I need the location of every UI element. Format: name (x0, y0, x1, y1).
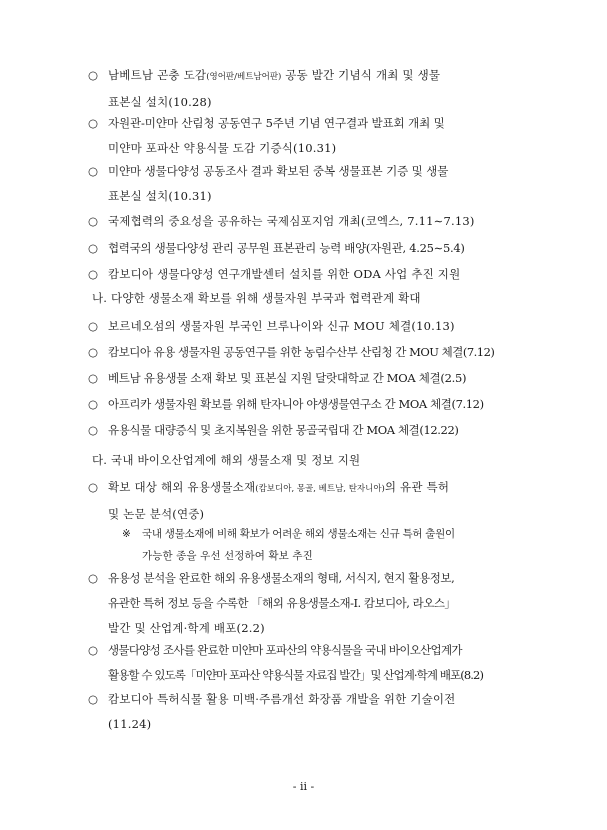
list-item (88, 340, 536, 365)
circle-bullet-icon: ○ (88, 423, 99, 437)
list-item (88, 366, 536, 391)
item-text: 협력국의 생물다양성 관리 공무원 표본관리 능력 배양(자원관, 4.25∼5.4) (108, 241, 465, 255)
item-text: 및 논문 분석(연중) (108, 507, 205, 521)
circle-bullet-icon: ○ (88, 480, 99, 494)
circle-bullet-icon: ○ (88, 571, 99, 585)
section-heading: 나. 다양한 생물소재 확보를 위해 생물자원 부국과 협력관계 확대 (92, 291, 421, 305)
item-text: 유용성 분석을 완료한 해외 유용생물소재의 형태, 서식지, 현지 활용정보, (108, 571, 455, 585)
item-text: 베트남 유용생물 소재 확보 및 표본실 지원 달랏대학교 간 MOA 체결(2.5) (108, 371, 467, 385)
item-text: 표본실 설치(10.28) (108, 95, 212, 109)
circle-bullet-icon: ○ (88, 241, 99, 255)
item-text: 캄보디아 생물다양성 연구개발센터 설치를 위한 ODA 사업 추진 지원 (108, 267, 461, 281)
circle-bullet-icon: ○ (88, 692, 99, 706)
item-text: 유관한 특허 정보 등을 수록한 「해외 유용생물소재-I. 캄보디아, 라오스」 (108, 596, 456, 610)
circle-bullet-icon: ○ (88, 345, 99, 359)
item-text: 확보 대상 해외 유용생물소재(캄보디아, 몽골, 베트남, 탄자니아)의 유관 특허 (108, 480, 450, 494)
list-item (88, 418, 536, 443)
circle-bullet-icon: ○ (88, 214, 99, 228)
circle-bullet-icon: ○ (88, 267, 99, 281)
item-text: 활용할 수 있도록「미얀마 포파산 약용식물 자료집 발간」및 산업계·학계 배포(8.2) (108, 668, 484, 682)
list-item (88, 111, 536, 161)
item-text: 미얀마 생물다양성 공동조사 결과 확보된 중복 생물표본 기증 및 생물 (108, 164, 449, 178)
item-text: 남베트남 곤충 도감(영어판/베트남어판) 공동 발간 기념식 개최 및 생물 (108, 68, 441, 82)
list-item (88, 475, 536, 527)
circle-bullet-icon: ○ (88, 116, 99, 130)
circle-bullet-icon: ○ (88, 371, 99, 385)
page-number: - ii - (292, 780, 315, 793)
item-text: 미얀마 포파산 약용식물 도감 기증식(10.31) (108, 141, 337, 155)
item-text: 국제협력의 중요성을 공유하는 국제심포지엄 개최(코엑스, 7.11∼7.13) (108, 214, 475, 228)
circle-bullet-icon: ○ (88, 319, 99, 333)
list-item (88, 236, 536, 261)
list-item (88, 159, 536, 209)
section-heading: 다. 국내 바이오산업계에 해외 생물소재 및 정보 지원 (92, 453, 361, 467)
note-text: 가능한 종을 우선 선정하여 확보 추진 (142, 550, 313, 562)
list-item (88, 314, 536, 339)
list-item (88, 262, 536, 287)
item-text: 캄보디아 유용 생물자원 공동연구를 위한 농림수산부 산림청 간 MOU 체결(7.12) (108, 345, 495, 359)
reference-mark-icon: ※ (122, 528, 131, 540)
item-text: 유용식물 대량증식 및 초지복원을 위한 몽골국립대 간 MOA 체결(12.22) (108, 423, 459, 437)
circle-bullet-icon: ○ (88, 643, 99, 657)
item-text: 자원관-미얀마 산림청 공동연구 5주년 기념 연구결과 발표회 개최 및 (108, 116, 445, 130)
note-block (122, 523, 542, 567)
circle-bullet-icon: ○ (88, 397, 99, 411)
item-text: 캄보디아 특허식물 활용 미백·주름개선 화장품 개발을 위한 기술이전 (108, 692, 456, 706)
list-item (88, 687, 536, 737)
item-text: 생물다양성 조사를 완료한 미얀마 포파산의 약용식물을 국내 바이오산업계가 (108, 643, 462, 657)
list-item (88, 566, 536, 641)
list-item (88, 209, 536, 234)
note-text: 국내 생물소재에 비해 확보가 어려운 해외 생물소재는 신규 특허 출원이 (142, 528, 455, 540)
list-item (88, 63, 536, 115)
item-text: 표본실 설치(10.31) (108, 189, 212, 203)
circle-bullet-icon: ○ (88, 68, 99, 82)
item-text: 아프리카 생물자원 확보를 위해 탄자니아 야생생물연구소 간 MOA 체결(7.12) (108, 397, 484, 411)
circle-bullet-icon: ○ (88, 164, 99, 178)
item-text: 보르네오섬의 생물자원 부국인 브루나이와 신규 MOU 체결(10.13) (108, 319, 455, 333)
list-item (88, 392, 536, 417)
list-item (88, 638, 536, 688)
item-text: (11.24) (108, 717, 152, 731)
item-text: 발간 및 산업계·학계 배포(2.2) (108, 621, 265, 635)
